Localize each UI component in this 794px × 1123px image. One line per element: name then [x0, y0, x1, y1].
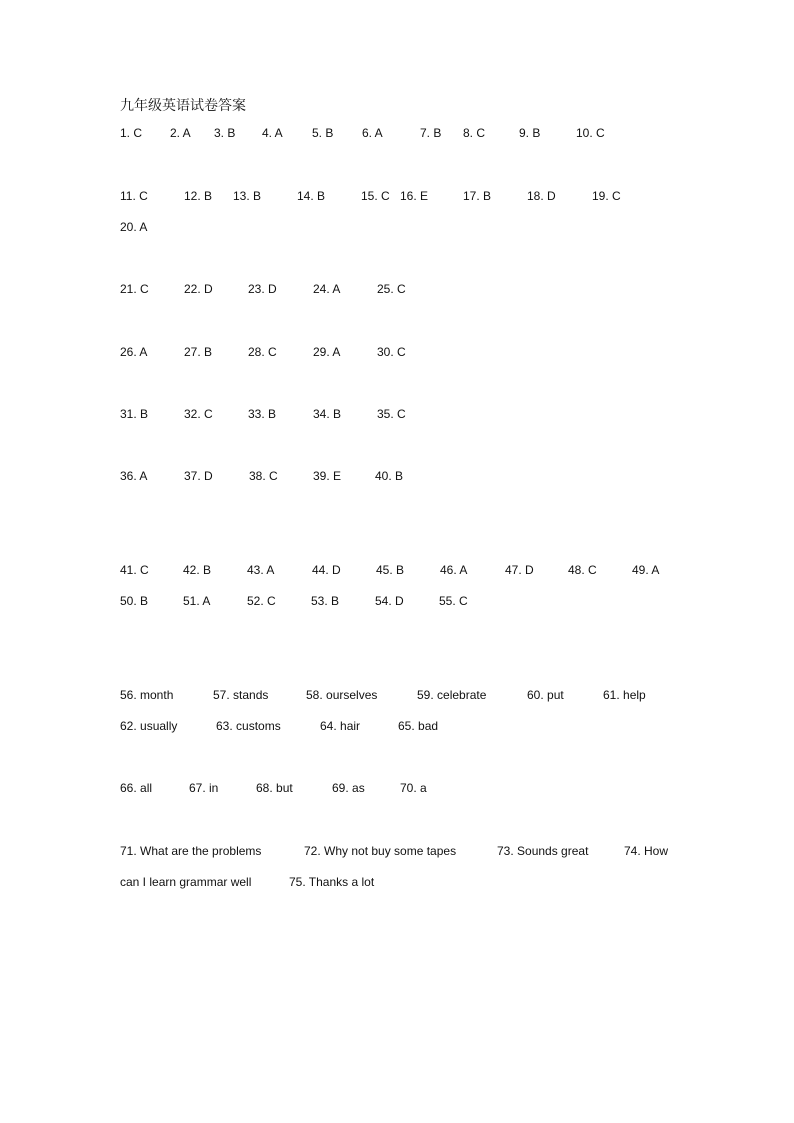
answer-item: 52. C: [247, 594, 276, 608]
answer-item: 17. B: [463, 189, 492, 203]
answer-item: 21. C: [120, 282, 149, 296]
answer-item: 7. B: [420, 126, 442, 140]
answer-item: 24. A: [313, 282, 341, 296]
answer-item: 22. D: [184, 282, 213, 296]
answer-item: 48. C: [568, 563, 597, 577]
answer-item: 39. E: [313, 469, 342, 483]
answer-item: 47. D: [505, 563, 534, 577]
answer-item: 59. celebrate: [417, 688, 487, 702]
answer-item: 58. ourselves: [306, 688, 378, 702]
page-title: 九年级英语试卷答案: [120, 98, 246, 114]
answer-item: 27. B: [184, 345, 213, 359]
answer-item: 18. D: [527, 189, 556, 203]
answer-item: 4. A: [262, 126, 283, 140]
answer-item: 28. C: [248, 345, 277, 359]
answer-item: 70. a: [400, 781, 427, 795]
answer-item: 44. D: [312, 563, 341, 577]
answer-item: 69. as: [332, 781, 365, 795]
answer-item: 54. D: [375, 594, 404, 608]
answer-item: 66. all: [120, 781, 153, 795]
answer-item: 35. C: [377, 407, 406, 421]
answer-item: 15. C: [361, 189, 390, 203]
answer-item: 29. A: [313, 345, 341, 359]
answer-item: 26. A: [120, 345, 148, 359]
answer-item: 9. B: [519, 126, 541, 140]
answer-item: can I learn grammar well: [120, 875, 252, 889]
answer-item: 19. C: [592, 189, 621, 203]
answer-item: 37. D: [184, 469, 213, 483]
answer-item: 45. B: [376, 563, 405, 577]
answer-item: 20. A: [120, 220, 148, 234]
answer-item: 43. A: [247, 563, 275, 577]
answer-item: 30. C: [377, 345, 406, 359]
answer-item: 5. B: [312, 126, 334, 140]
answer-item: 46. A: [440, 563, 468, 577]
answer-item: 71. What are the problems: [120, 844, 262, 858]
answer-item: 6. A: [362, 126, 383, 140]
answer-item: 8. C: [463, 126, 486, 140]
answer-item: 3. B: [214, 126, 236, 140]
answer-item: 11. C: [120, 189, 148, 203]
answer-item: 13. B: [233, 189, 262, 203]
answer-item: 12. B: [184, 189, 213, 203]
answer-item: 51. A: [183, 594, 211, 608]
answer-item: 55. C: [439, 594, 468, 608]
answer-item: 67. in: [189, 781, 219, 795]
answer-item: 50. B: [120, 594, 149, 608]
answer-item: 34. B: [313, 407, 342, 421]
answer-item: 60. put: [527, 688, 564, 702]
answer-item: 73. Sounds great: [497, 844, 589, 858]
answer-item: 61. help: [603, 688, 646, 702]
answer-item: 49. A: [632, 563, 660, 577]
answer-item: 63. customs: [216, 719, 281, 733]
answer-item: 32. C: [184, 407, 213, 421]
answer-item: 1. C: [120, 126, 143, 140]
answer-item: 53. B: [311, 594, 340, 608]
answer-item: 72. Why not buy some tapes: [304, 844, 457, 858]
answer-item: 65. bad: [398, 719, 439, 733]
answer-item: 38. C: [249, 469, 278, 483]
answer-item: 16. E: [400, 189, 429, 203]
answer-item: 57. stands: [213, 688, 269, 702]
answer-item: 42. B: [183, 563, 212, 577]
answer-item: 40. B: [375, 469, 404, 483]
answer-item: 25. C: [377, 282, 406, 296]
answer-item: 31. B: [120, 407, 149, 421]
answer-item: 68. but: [256, 781, 293, 795]
answer-item: 56. month: [120, 688, 174, 702]
answer-item: 23. D: [248, 282, 277, 296]
answer-item: 2. A: [170, 126, 191, 140]
answer-item: 75. Thanks a lot: [289, 875, 375, 889]
answer-item: 33. B: [248, 407, 277, 421]
answer-item: 10. C: [576, 126, 605, 140]
answer-item: 74. How: [624, 844, 669, 858]
answer-item: 41. C: [120, 563, 149, 577]
answer-item: 36. A: [120, 469, 148, 483]
answer-item: 14. B: [297, 189, 326, 203]
answer-item: 64. hair: [320, 719, 361, 733]
answer-item: 62. usually: [120, 719, 178, 733]
